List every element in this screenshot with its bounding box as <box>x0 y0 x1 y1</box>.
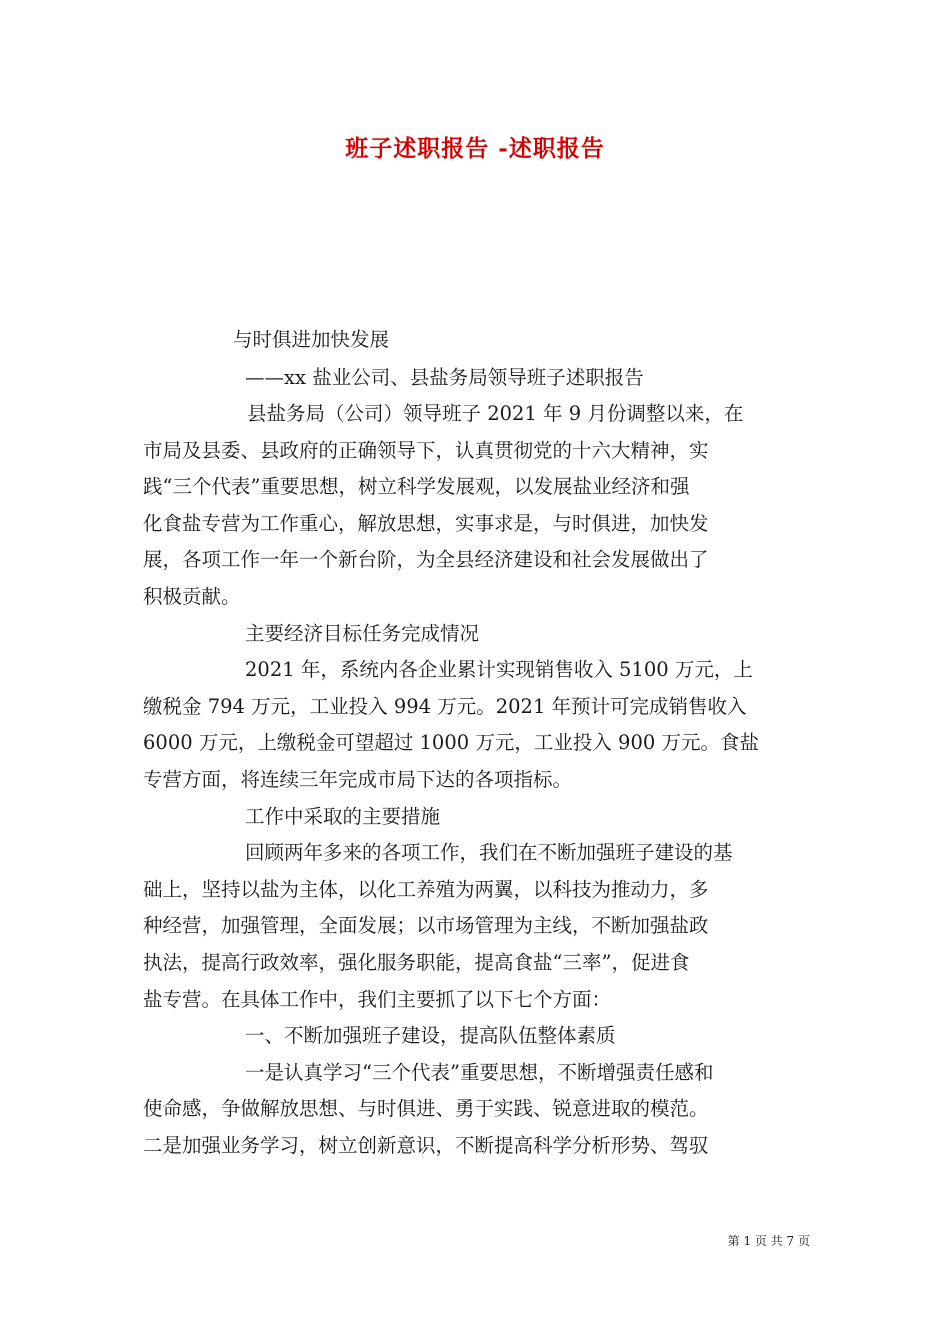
subtitle-line: ——xx 盐业公司、县盐务局领导班子述职报告 <box>245 366 644 389</box>
subtitle-line: 与时俱进加快发展 <box>233 328 390 351</box>
paragraph-line: 展，各项工作一年一个新台阶，为全县经济建设和社会发展做出了 <box>143 548 709 571</box>
paragraph-line: 践“三个代表”重要思想，树立科学发展观，以发展盐业经济和强 <box>143 475 690 498</box>
paragraph-line: 6000 万元，上缴税金可望超过 1000 万元，工业投入 900 万元。食盐 <box>143 731 759 754</box>
section-heading: 一、不断加强班子建设，提高队伍整体素质 <box>245 1024 616 1047</box>
paragraph-line: 2021 年，系统内各企业累计实现销售收入 5100 万元，上 <box>245 658 753 681</box>
paragraph-line: 专营方面，将连续三年完成市局下达的各项指标。 <box>143 768 573 791</box>
paragraph-line: 种经营，加强管理，全面发展；以市场管理为主线，不断加强盐政 <box>143 914 709 937</box>
paragraph-line: 市局及县委、县政府的正确领导下，认真贯彻党的十六大精神，实 <box>143 439 709 462</box>
page-number-footer: 第 1 页 共 7 页 <box>727 1234 810 1248</box>
paragraph-line: 县盐务局（公司）领导班子 2021 年 9 月份调整以来，在 <box>247 402 744 425</box>
section-heading: 工作中采取的主要措施 <box>245 805 441 828</box>
paragraph-line: 一是认真学习“三个代表”重要思想，不断增强责任感和 <box>245 1061 714 1084</box>
paragraph-line: 积极贡献。 <box>143 585 241 608</box>
paragraph-line: 二是加强业务学习，树立创新意识，不断提高科学分析形势、驾驭 <box>143 1134 709 1157</box>
paragraph-line: 回顾两年多来的各项工作，我们在不断加强班子建设的基 <box>245 841 733 864</box>
section-heading: 主要经济目标任务完成情况 <box>245 622 480 645</box>
paragraph-line: 化食盐专营为工作重心，解放思想，实事求是，与时俱进，加快发 <box>143 512 709 535</box>
paragraph-line: 缴税金 794 万元，工业投入 994 万元。2021 年预计可完成销售收入 <box>143 695 747 718</box>
paragraph-line: 础上，坚持以盐为主体，以化工养殖为两翼，以科技为推动力，多 <box>143 878 709 901</box>
paragraph-line: 盐专营。在具体工作中，我们主要抓了以下七个方面： <box>143 988 612 1011</box>
document-title: 班子述职报告 -述职报告 <box>345 135 605 162</box>
paragraph-line: 使命感，争做解放思想、与时俱进、勇于实践、锐意进取的模范。 <box>143 1097 709 1120</box>
paragraph-line: 执法，提高行政效率，强化服务职能，提高食盐“三率”，促进食 <box>143 951 690 974</box>
